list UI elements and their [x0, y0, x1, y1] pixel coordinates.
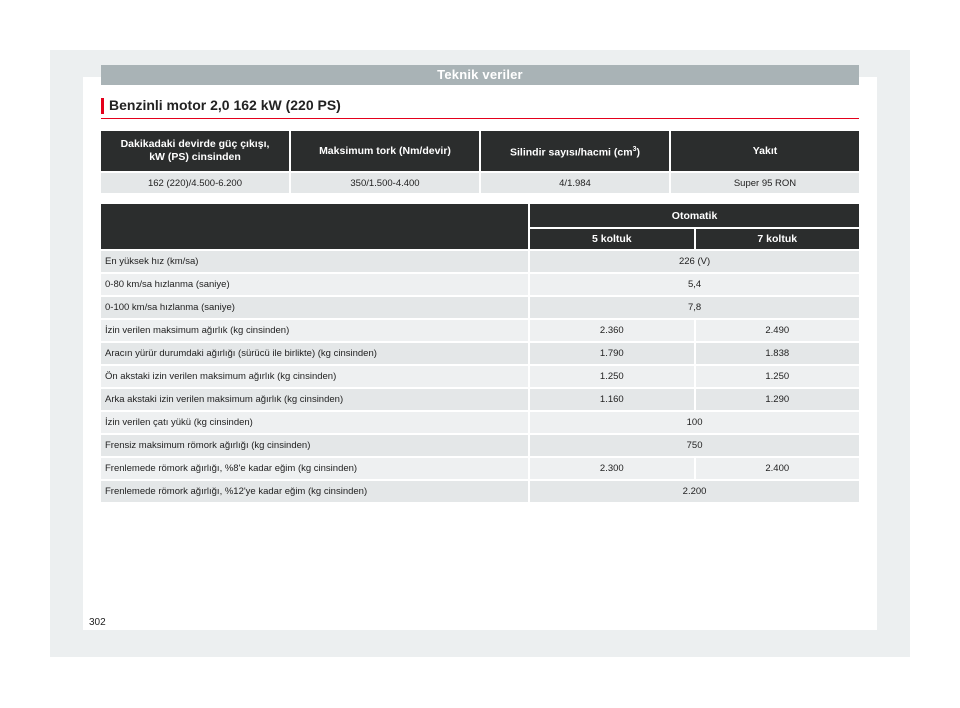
table-row — [101, 297, 859, 318]
spec-table-corner — [101, 204, 528, 249]
cylinders-value: 4/1.984 — [481, 173, 669, 193]
fuel-value: Super 95 RON — [671, 173, 859, 193]
engine-table-header-row — [101, 131, 859, 171]
table-row — [101, 412, 859, 433]
cylinders-header-end: ) — [636, 146, 640, 159]
row-label: Aracın yürür durumdaki ağırlığı (sürücü ile birlikte) (kg cinsinden) — [101, 343, 528, 364]
row-value-5-seat: 2.360 — [530, 320, 693, 341]
row-label: 0-100 km/sa hızlanma (saniye) — [101, 297, 528, 318]
table-row — [101, 389, 859, 410]
spec-table — [99, 202, 861, 504]
torque-header: Maksimum tork (Nm/devir) — [291, 131, 479, 171]
row-label: En yüksek hız (km/sa) — [101, 251, 528, 272]
row-value-7-seat: 1.250 — [696, 366, 859, 387]
row-label: Frenlemede römork ağırlığı, %12'ye kadar eğim (kg cinsinden) — [101, 481, 528, 502]
table-row — [101, 366, 859, 387]
cylinders-header-sup: 3 — [632, 145, 637, 153]
row-label: 0-80 km/sa hızlanma (saniye) — [101, 274, 528, 295]
cylinders-header — [481, 131, 669, 171]
power-header-line1: Dakikadaki devirde güç çıkışı, — [120, 138, 270, 150]
row-label: Frenlemede römork ağırlığı, %8'e kadar eğim (kg cinsinden) — [101, 458, 528, 479]
row-label: İzin verilen çatı yükü (kg cinsinden) — [101, 412, 528, 433]
table-row — [101, 320, 859, 341]
power-value: 162 (220)/4.500-6.200 — [101, 173, 289, 193]
row-value: 7,8 — [530, 297, 859, 318]
row-value-5-seat: 1.160 — [530, 389, 693, 410]
row-value: 226 (V) — [530, 251, 859, 272]
table-row — [101, 481, 859, 502]
engine-table-value-row — [101, 173, 859, 193]
title-accent-bar — [101, 98, 104, 114]
row-value: 2.200 — [530, 481, 859, 502]
row-value-7-seat: 2.490 — [696, 320, 859, 341]
power-header-line2: kW (PS) cinsinden — [149, 151, 241, 163]
seven-seat-header: 7 koltuk — [696, 229, 859, 249]
row-label: İzin verilen maksimum ağırlık (kg cinsinden) — [101, 320, 528, 341]
table-row — [101, 343, 859, 364]
row-value: 750 — [530, 435, 859, 456]
row-value-5-seat: 1.790 — [530, 343, 693, 364]
table-row — [101, 274, 859, 295]
spec-table-group-header-row — [101, 204, 859, 227]
section-title — [101, 94, 859, 119]
section-title-text: Benzinli motor 2,0 162 kW (220 PS) — [109, 97, 341, 113]
row-value-5-seat: 2.300 — [530, 458, 693, 479]
table-row — [101, 458, 859, 479]
power-header — [101, 131, 289, 171]
chapter-header: Teknik veriler — [101, 65, 859, 85]
automatic-header: Otomatik — [530, 204, 859, 227]
row-value-7-seat: 1.838 — [696, 343, 859, 364]
row-value: 100 — [530, 412, 859, 433]
row-value: 5,4 — [530, 274, 859, 295]
row-label: Ön akstaki izin verilen maksimum ağırlık (kg cinsinden) — [101, 366, 528, 387]
table-row — [101, 435, 859, 456]
row-value-5-seat: 1.250 — [530, 366, 693, 387]
torque-value: 350/1.500-4.400 — [291, 173, 479, 193]
row-label: Frensiz maksimum römork ağırlığı (kg cinsinden) — [101, 435, 528, 456]
fuel-header: Yakıt — [671, 131, 859, 171]
row-value-7-seat: 2.400 — [696, 458, 859, 479]
five-seat-header: 5 koltuk — [530, 229, 693, 249]
row-label: Arka akstaki izin verilen maksimum ağırlık (kg cinsinden) — [101, 389, 528, 410]
row-value-7-seat: 1.290 — [696, 389, 859, 410]
table-row — [101, 251, 859, 272]
cylinders-header-text: Silindir sayısı/hacmi (cm — [510, 146, 633, 159]
page-number: 302 — [89, 617, 106, 628]
engine-table — [99, 129, 861, 195]
